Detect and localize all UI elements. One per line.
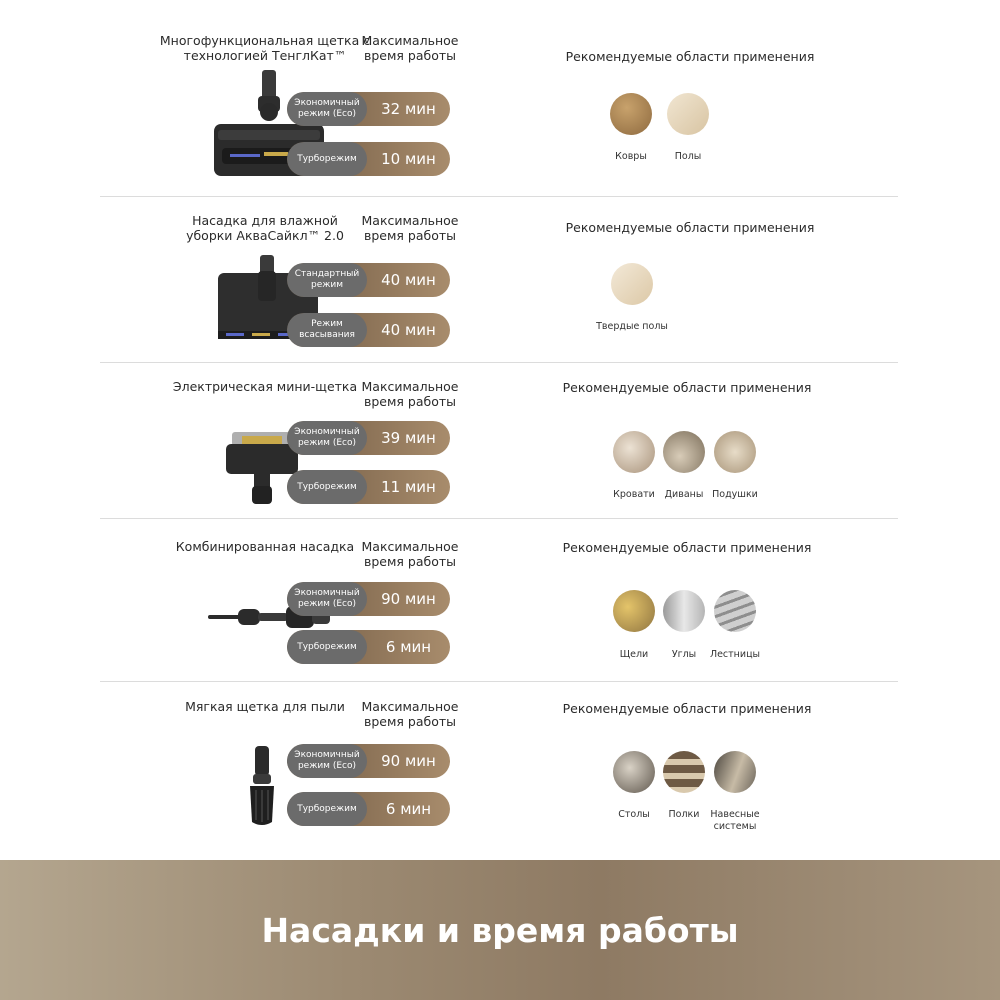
mode-label: Турборежим (287, 630, 367, 664)
attachment-name: Насадка для влажной уборки АкваСайкл™ 2.0 (186, 213, 344, 243)
mode-time-pill (287, 92, 450, 126)
area-caption: Лестницы (709, 649, 761, 660)
pillow-icon (714, 431, 756, 473)
footer-title: Насадки и время работы (261, 910, 739, 950)
mode-time-pill (287, 744, 450, 778)
time-value: 6 мин (385, 800, 432, 818)
section-divider (100, 518, 898, 519)
time-value: 32 мин (381, 100, 436, 118)
mode-label: Турборежим (287, 792, 367, 826)
gap-icon (613, 590, 655, 632)
bed-icon (613, 431, 655, 473)
shelf-icon (663, 751, 705, 793)
attachment-name: Многофункциональная щетка с технологией ТенглКат™ (159, 33, 371, 63)
stairs-icon (714, 590, 756, 632)
mode-time-pill (287, 470, 450, 504)
dust-brush-icon (244, 744, 280, 828)
time-value: 39 мин (381, 429, 436, 447)
max-time-label: Максимальное время работы (361, 213, 459, 243)
mode-label: Турборежим (287, 470, 367, 504)
mode-time-pill (287, 421, 450, 455)
hard-floor-icon (611, 263, 653, 305)
area-caption: Щели (619, 649, 649, 660)
floor-icon (667, 93, 709, 135)
area-caption: Твердые полы (596, 321, 668, 332)
section-divider (100, 362, 898, 363)
sofa-icon (663, 431, 705, 473)
max-time-label: Максимальное время работы (361, 539, 459, 569)
area-caption: Подушки (712, 489, 758, 500)
mode-time-pill (287, 142, 450, 176)
corner-icon (663, 590, 705, 632)
areas-label: Рекомендуемые области применения (565, 220, 815, 235)
area-caption: Полы (674, 151, 702, 162)
mode-time-pill (287, 263, 450, 297)
max-time-label: Максимальное время работы (361, 33, 459, 63)
time-value: 40 мин (381, 271, 436, 289)
mode-label: Турборежим (287, 142, 367, 176)
areas-label: Рекомендуемые области применения (562, 701, 812, 716)
time-value: 90 мин (381, 590, 436, 608)
areas-label: Рекомендуемые области применения (565, 49, 815, 64)
carpet-icon (610, 93, 652, 135)
attachment-name: Электрическая мини-щетка (172, 379, 358, 394)
time-value: 40 мин (381, 321, 436, 339)
hanging-system-icon (714, 751, 756, 793)
area-caption: Столы (618, 809, 650, 820)
area-caption: Углы (671, 649, 697, 660)
mode-time-pill (287, 582, 450, 616)
time-value: 11 мин (381, 478, 436, 496)
mode-label: Экономичный режим (Eco) (287, 421, 367, 455)
time-value: 10 мин (381, 150, 436, 168)
footer-banner (0, 860, 1000, 1000)
mode-label: Стандартный режим (287, 263, 367, 297)
attachment-name: Комбинированная насадка (175, 539, 355, 554)
mode-label: Экономичный режим (Eco) (287, 92, 367, 126)
areas-label: Рекомендуемые области применения (562, 540, 812, 555)
mode-label: Экономичный режим (Eco) (287, 744, 367, 778)
area-caption: Навесные системы (710, 809, 760, 832)
areas-label: Рекомендуемые области применения (562, 380, 812, 395)
area-caption: Кровати (613, 489, 655, 500)
mode-time-pill (287, 313, 450, 347)
max-time-label: Максимальное время работы (361, 699, 459, 729)
mode-label: Режим всасывания (287, 313, 367, 347)
table-icon (613, 751, 655, 793)
max-time-label: Максимальное время работы (361, 379, 459, 409)
area-caption: Полки (668, 809, 700, 820)
section-divider (100, 681, 898, 682)
time-value: 6 мин (385, 638, 432, 656)
area-caption: Ковры (615, 151, 647, 162)
section-divider (100, 196, 898, 197)
mode-time-pill (287, 792, 450, 826)
area-caption: Диваны (664, 489, 704, 500)
attachment-name: Мягкая щетка для пыли (185, 699, 345, 714)
time-value: 90 мин (381, 752, 436, 770)
mode-label: Экономичный режим (Eco) (287, 582, 367, 616)
mode-time-pill (287, 630, 450, 664)
